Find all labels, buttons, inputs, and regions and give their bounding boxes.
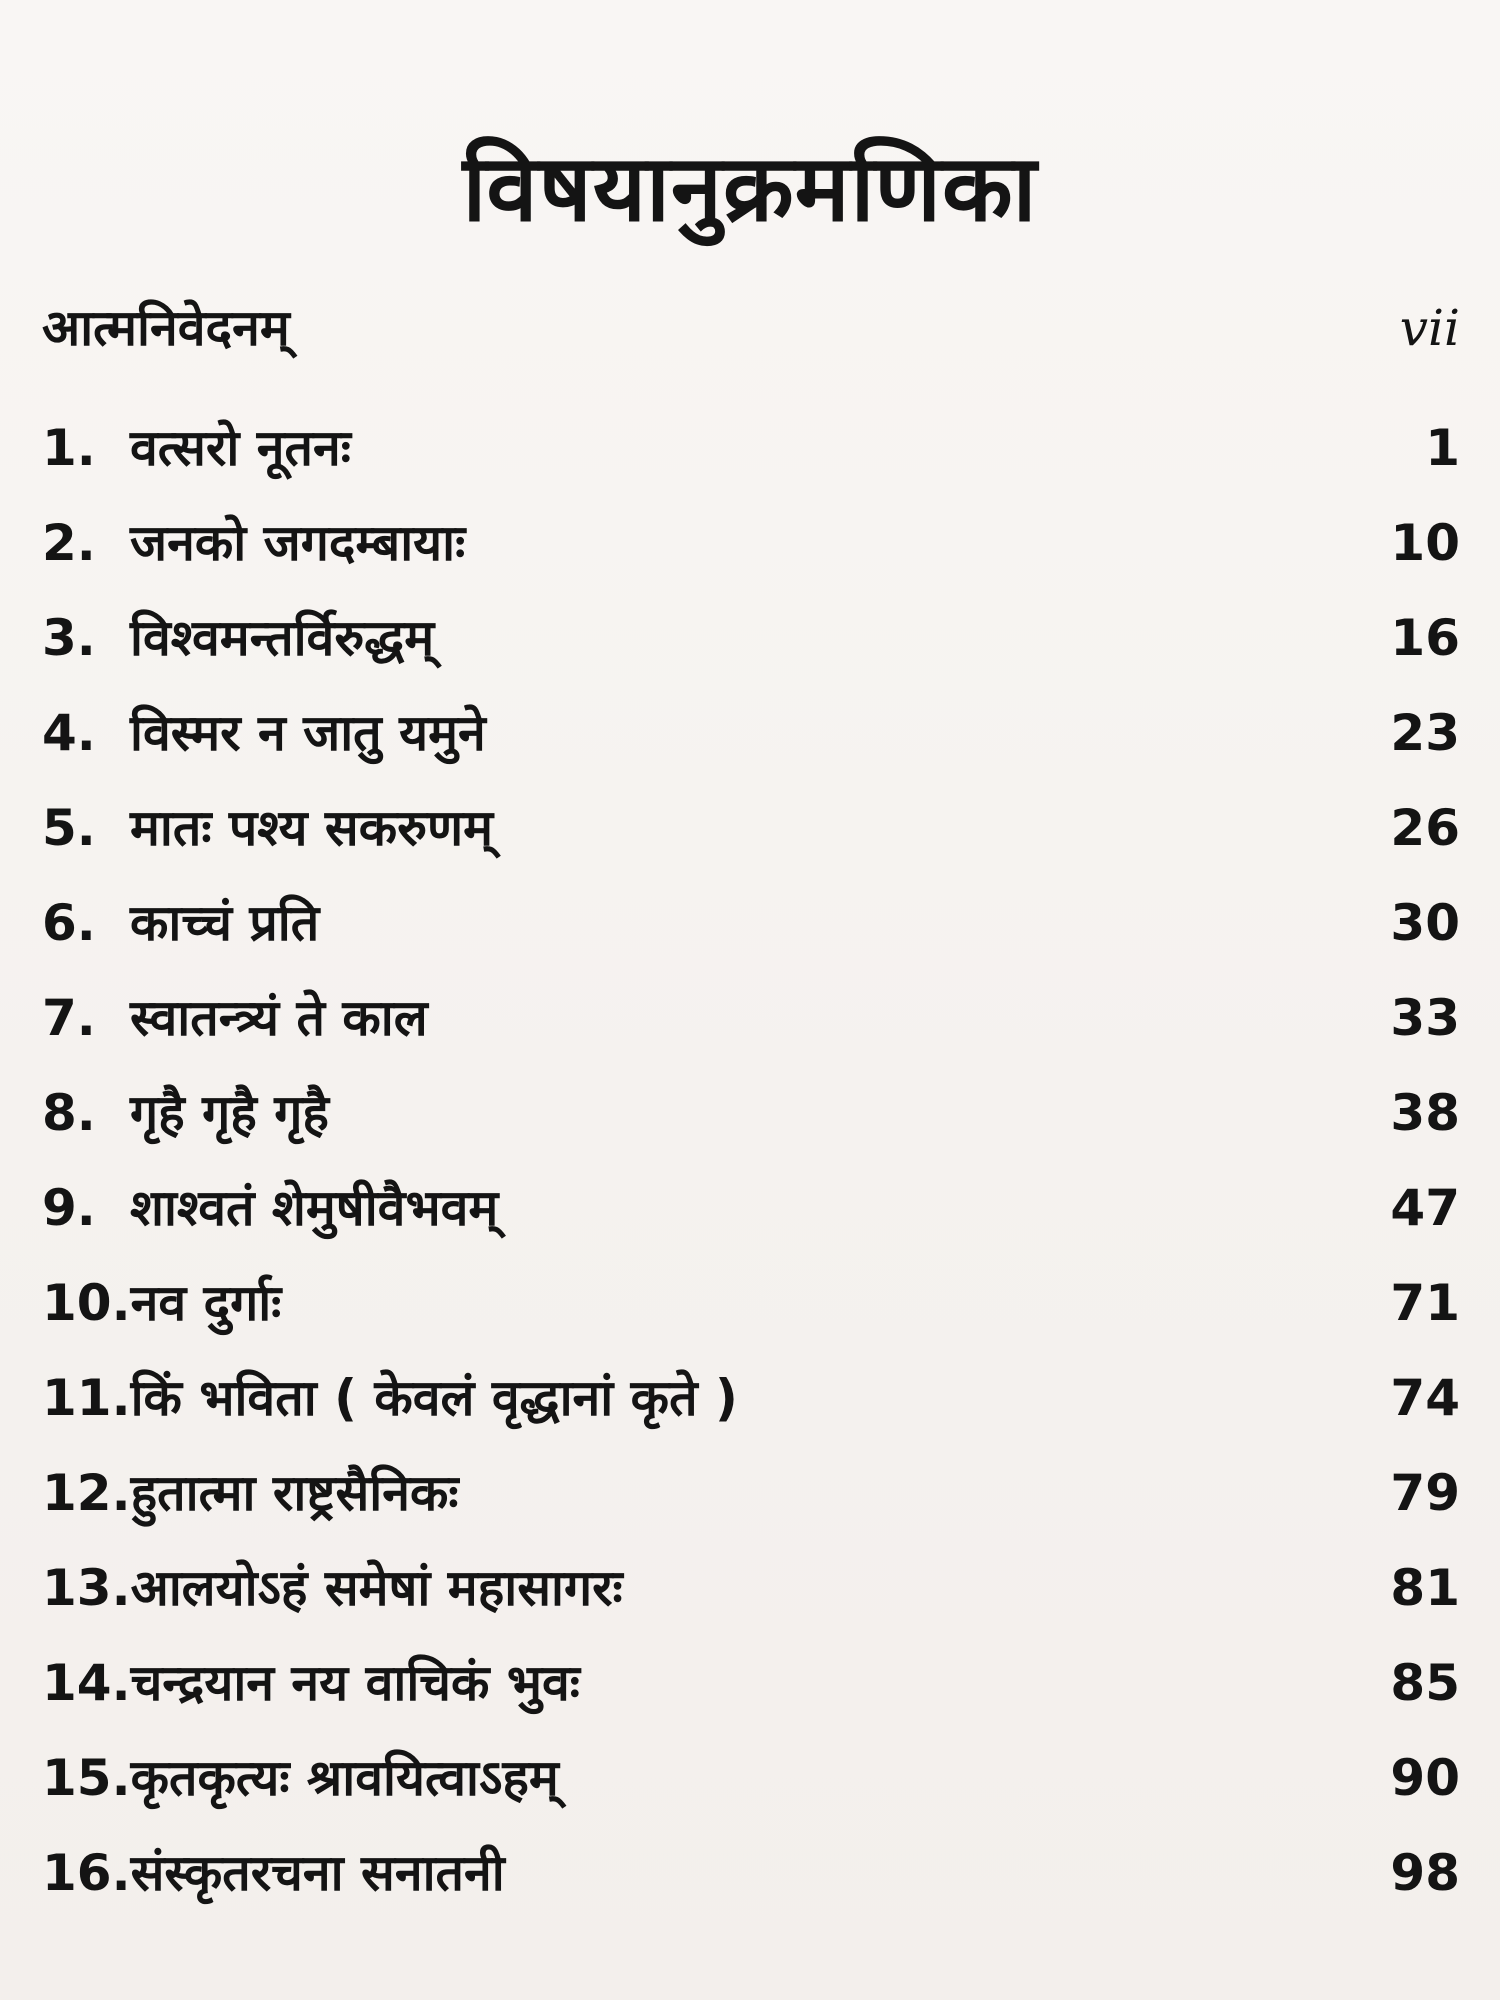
- toc-entry-page: 90: [1390, 1749, 1460, 1807]
- toc-entry: [42, 1362, 738, 1430]
- toc-entry-number: 9.: [42, 1179, 96, 1237]
- toc-entry-number: 6.: [42, 894, 96, 952]
- toc-entry-page: 38: [1390, 1084, 1460, 1142]
- toc-entry: [42, 1457, 459, 1525]
- toc-row: [42, 792, 1460, 887]
- toc-preface-page: vii: [1399, 299, 1460, 357]
- toc-entry: [42, 1172, 498, 1240]
- toc-entry: [42, 792, 493, 860]
- toc-entry-page: 74: [1390, 1369, 1460, 1427]
- toc-entry-title: गृहै गृहै गृहै: [130, 1084, 329, 1142]
- toc-entry-title: शाश्वतं शेमुषीवैभवम्: [130, 1179, 499, 1237]
- toc-entry-page: 23: [1390, 704, 1460, 762]
- toc-row: [42, 507, 1460, 602]
- toc-entry-title: जनको जगदम्बायाः: [130, 514, 466, 572]
- toc-entry-number: 11.: [42, 1369, 131, 1427]
- toc-entry-title: काच्चं प्रति: [130, 894, 320, 952]
- toc-row: [42, 602, 1460, 697]
- toc-entry-number: 13.: [42, 1559, 131, 1617]
- toc-entry-page: 33: [1390, 989, 1460, 1047]
- toc-entry-page: 71: [1390, 1274, 1460, 1332]
- toc-entry-page: 26: [1390, 799, 1460, 857]
- toc-row: [42, 1267, 1460, 1362]
- toc-entry-page: 16: [1390, 609, 1460, 667]
- toc-entry-number: 4.: [42, 704, 96, 762]
- toc-entry: [42, 1077, 329, 1145]
- toc-preface-row: [42, 292, 1460, 412]
- toc-row: [42, 1837, 1460, 1932]
- toc-entry-page: 85: [1390, 1654, 1460, 1712]
- toc-entry-title: मातः पश्य सकरुणम्: [130, 799, 494, 857]
- toc-entry-page: 30: [1390, 894, 1460, 952]
- toc-entry-number: 15.: [42, 1749, 131, 1807]
- toc-entry-title: संस्कृतरचना सनातनी: [130, 1844, 505, 1902]
- toc-entry-title: नव दुर्गाः: [130, 1274, 282, 1332]
- toc-entry-number: 1.: [42, 419, 96, 477]
- toc-row: [42, 1647, 1460, 1742]
- toc-entry-page: 47: [1390, 1179, 1460, 1237]
- toc-row: [42, 1362, 1460, 1457]
- toc-entry: [42, 697, 486, 765]
- toc-entry-number: 10.: [42, 1274, 131, 1332]
- toc-row: [42, 1077, 1460, 1172]
- toc-entry: [42, 1647, 580, 1715]
- toc-entry: [42, 507, 465, 575]
- toc-entry-page: 1: [1425, 419, 1460, 477]
- toc-row: [42, 412, 1460, 507]
- toc-row: [42, 1457, 1460, 1552]
- toc-entry: [42, 982, 428, 1050]
- toc-entry: [42, 1267, 281, 1335]
- toc-entry: [42, 602, 434, 670]
- toc-entry-title: हुतात्मा राष्ट्रसैनिकः: [130, 1464, 459, 1522]
- toc-entry-page: 98: [1390, 1844, 1460, 1902]
- toc-row: [42, 887, 1460, 982]
- toc-entry-number: 3.: [42, 609, 96, 667]
- toc-entry-title: किं भविता ( केवलं वृद्धानां कृते ): [130, 1369, 738, 1427]
- toc-preface-title: आत्मनिवेदनम्: [42, 299, 290, 357]
- toc-entry-page: 81: [1390, 1559, 1460, 1617]
- toc-entry-number: 8.: [42, 1084, 96, 1142]
- toc-entry: [42, 887, 319, 955]
- toc-row: [42, 1742, 1460, 1837]
- toc-entry-title: आलयोऽहं समेषां महासागरः: [130, 1559, 623, 1617]
- toc-entry-title: कृतकृत्यः श्रावयित्वाऽहम्: [130, 1749, 559, 1807]
- toc-entry-number: 7.: [42, 989, 96, 1047]
- toc-entry: [42, 1742, 559, 1810]
- toc-entry-title: स्वातन्त्र्यं ते काल: [130, 989, 428, 1047]
- toc-row: [42, 1172, 1460, 1267]
- toc-row: [42, 982, 1460, 1077]
- toc-entry: [42, 1837, 505, 1905]
- toc-row: [42, 697, 1460, 792]
- toc-entry-number: 14.: [42, 1654, 131, 1712]
- toc-entry-title: चन्द्रयान नय वाचिकं भुवः: [130, 1654, 580, 1712]
- toc-entry: [42, 1552, 623, 1620]
- table-of-contents: [42, 292, 1460, 1932]
- toc-entry: [42, 412, 351, 480]
- toc-entry-number: 2.: [42, 514, 96, 572]
- toc-entry-title: विस्मर न जातु यमुने: [130, 704, 486, 762]
- toc-entry-number: 12.: [42, 1464, 131, 1522]
- toc-entry-page: 10: [1390, 514, 1460, 572]
- page-title: विषयानुक्रमणिका: [462, 134, 1038, 242]
- toc-entry-number: 16.: [42, 1844, 131, 1902]
- toc-row: [42, 1552, 1460, 1647]
- toc-entry-title: विश्वमन्तर्विरुद्धम्: [130, 609, 435, 667]
- toc-entry-page: 79: [1390, 1464, 1460, 1522]
- toc-entry-number: 5.: [42, 799, 96, 857]
- toc-entry-title: वत्सरो नूतनः: [130, 419, 351, 477]
